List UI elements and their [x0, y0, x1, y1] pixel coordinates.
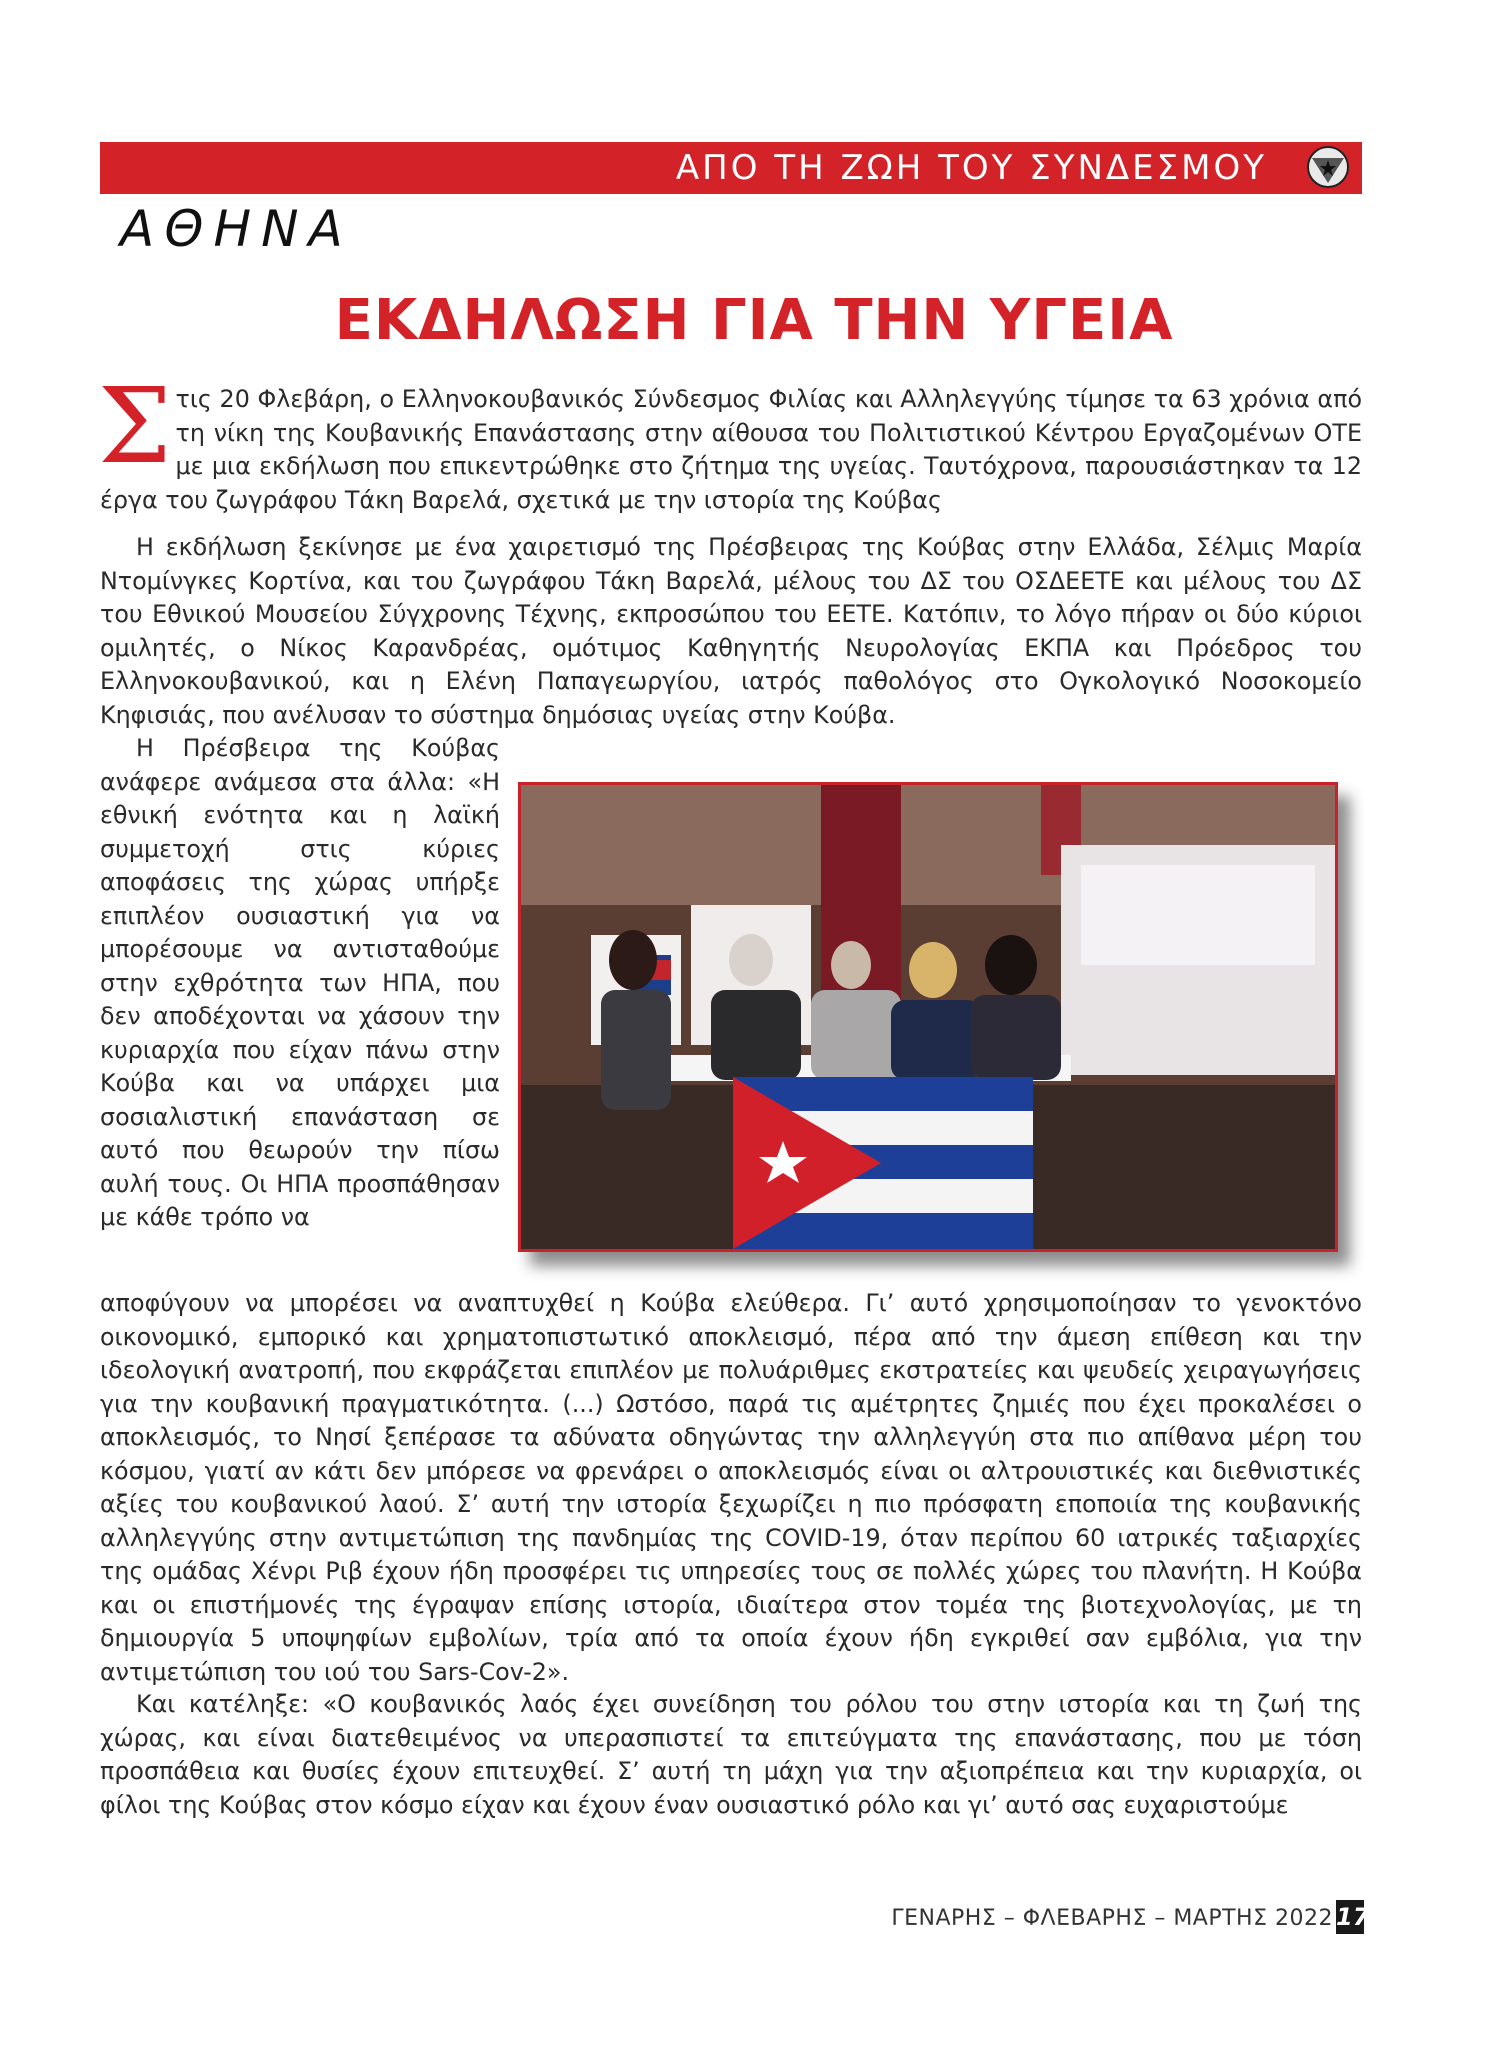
section-header-bar: [100, 142, 1362, 194]
paragraph-1-text: τις 20 Φλεβάρη, ο Ελληνοκουβανικός Σύνδεσμος Φιλίας και Αλληλεγγύης τίμησε τα 63 χρόνια από τη νίκη της Κουβανικής Επανάστασης στην αίθουσα του Πολιτιστικού Κέντρου Εργαζομένων ΟΤΕ με μια εκδήλωση που επικεντρώθηκε στο ζήτημα της υγείας. Ταυτόχρονα, παρουσιάστηκαν τα 12 έργα του ζωγράφου Τάκη Βαρελά, σχετικά με την ιστορία της Κούβας: [100, 385, 1362, 514]
section-title: ΑΘΗΝΑ: [120, 200, 353, 258]
star-triangle-icon: [1306, 145, 1350, 189]
article-paragraph-1: [98, 365, 1362, 517]
drop-cap: Σ: [98, 365, 172, 487]
article-paragraph-5: Και κατέληξε: «Ο κουβανικός λαός έχει συνείδηση του ρόλου του στην ιστορία και τη ζωή της χώρας, και είναι διατεθειμένος να υπερασπιστεί τα επιτεύγματα της επανάστασης, που με τόση προσπάθεια και θυσίες έχουν επιτευχθεί. Σ’ αυτή τη μάχη για την αξιοπρέπεια και την κυριαρχία, οι φίλοι της Κούβας στον κόσμο είχαν και έχουν έναν ουσιαστικό ρόλο και γι’ αυτό σας ευχαριστούμε: [100, 1690, 1362, 1819]
issue-footer: ΓΕΝΑΡΗΣ – ΦΛΕΒΑΡΗΣ – ΜΑΡΤΗΣ 2022: [891, 1906, 1333, 1931]
article-title: ΕΚΔΗΛΩΣΗ ΓΙΑ ΤΗΝ ΥΓΕΙΑ: [334, 288, 1174, 353]
article-paragraph-4: αποφύγουν να μπορέσει να αναπτυχθεί η Κούβα ελεύθερα. Γι’ αυτό χρησιμοποίησαν το γενοκτόνο οικονομικό, εμπορικό και χρηματοπιστωτικό αποκλεισμό, πέρα από την άμεση επίθεση και την ιδεολογική ανατροπή, που εκφράζεται επιπλέον με πολυάριθμες εκστρατείες και ψευδείς χειραγωγήσεις για την κουβανική πραγματικότητα. (...) Ωστόσο, παρά τις αμέτρητες ζημιές που έχει προκαλέσει ο αποκλεισμός, το Νησί ξεπέρασε τα αδύνατα οδηγώντας την αλληλεγγύη στα πιο απίθανα μέρη του κόσμου, γιατί αν κάτι δεν μπόρεσε να φρενάρει ο αποκλεισμός είναι οι αλτρουιστικές και διεθνιστικές αξίες του κουβανικού λαού. Σ’ αυτή την ιστορία ξεχωρίζει η πιο πρόσφατη εποποιία της κουβανικής αλληλεγγύης στην αντιμετώπιση της πανδημίας της COVID-19, όταν περίπου 60 ιατρικές ταξιαρχίες της ομάδας Χένρι Ριβ έχουν ήδη προσφέρει τις υπηρεσίες τους σε πολλές χώρες του πλανήτη. Η Κούβα και οι επιστήμονές της έγραψαν επίσης ιστορία, ιδιαίτερα στον τομέα της βιοτεχνολογίας, με τη δημιουργία 5 υποψηφίων εμβολίων, τρία από τα οποία έχουν ήδη εγκριθεί σαν εμβόλια, για την αντιμετώπιση του ιού του Sars-Cov-2».: [100, 1289, 1362, 1686]
article-paragraph-3: Η Πρέσβειρα της Κούβας ανάφερε ανάμεσα στα άλλα: «Η εθνική ενότητα και η λαϊκή συμμετοχή στις κύριες αποφάσεις της χώρας υπήρξε επιπλέον ουσιαστική για να μπορέσουμε να αντισταθούμε στην εχθρότητα των ΗΠΑ, που δεν αποδέχονται να χάσουν την κυριαρχία που είχαν πάνω στην Κούβα και να υπάρχει μια σοσιαλιστική επανάσταση σε αυτό που θεωρούν την πίσω αυλή τους. Οι ΗΠΑ προσπάθησαν με κάθε τρόπο να: [100, 734, 500, 1231]
article-paragraph-2: Η εκδήλωση ξεκίνησε με ένα χαιρετισμό της Πρέσβειρας της Κούβας στην Ελλάδα, Σέλμις Μαρία Ντομίνγκες Κορτίνα, και του ζωγράφου Τάκη Βαρελά, μέλους του ΔΣ του ΟΣΔΕΕΤΕ και μέλους του ΔΣ του Εθνικού Μουσείου Σύγχρονης Τέχνης, εκπροσώπου του ΕΕΤΕ. Κατόπιν, το λόγο πήραν οι δύο κύριοι ομιλητές, ο Νίκος Καρανδρέας, ομότιμος Καθηγητής Νευρολογίας ΕΚΠΑ και Πρόεδρος του Ελληνοκουβανικού, και η Ελένη Παπαγεωργίου, ιατρός παθολόγος στο Ογκολογικό Νοσοκομείο Κηφισιάς, που ανέλυσαν το σύστημα δημόσιας υγείας στην Κούβα.: [100, 533, 1362, 729]
section-header-label: ΑΠΟ ΤΗ ΖΩΗ ΤΟΥ ΣΥΝΔΕΣΜΟΥ: [675, 148, 1267, 188]
event-photo: [518, 782, 1338, 1252]
event-photo-illustration: [521, 785, 1335, 1249]
page-number: 17: [1336, 1900, 1364, 1934]
